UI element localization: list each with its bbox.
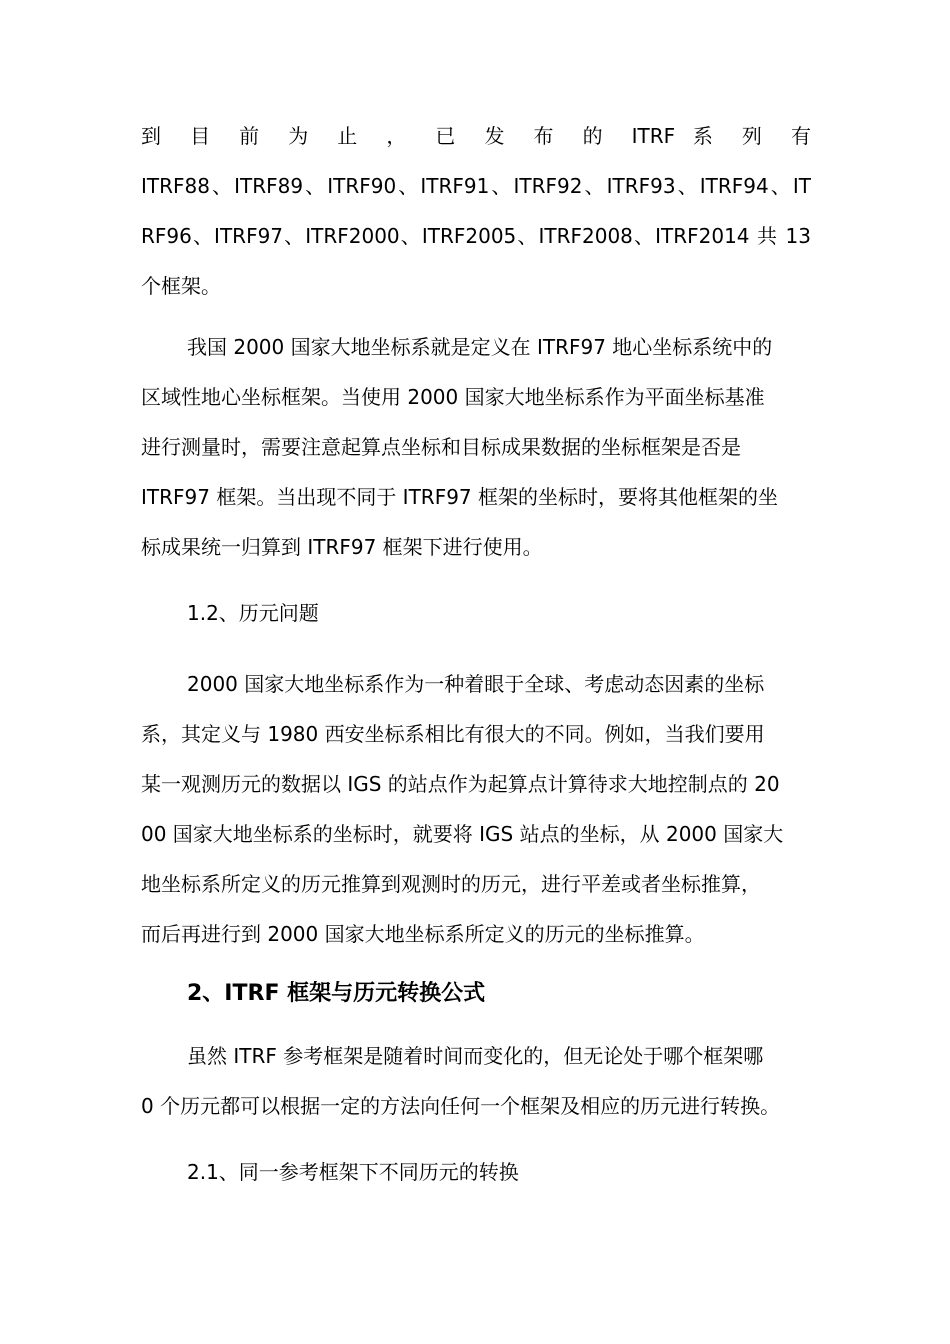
paragraph-2-line-1: 我国 2000 国家大地坐标系就是定义在 ITRF97 地心坐标系统中的	[187, 335, 773, 359]
section-2-heading: 2、ITRF 框架与历元转换公式	[187, 981, 486, 1006]
paragraph-1-line-2: ITRF88、ITRF89、ITRF90、ITRF91、ITRF92、ITRF93、ITRF94、IT	[141, 174, 811, 198]
paragraph-3-line-6: 而后再进行到 2000 国家大地坐标系所定义的历元的坐标推算。	[141, 922, 705, 946]
paragraph-1-line-1: 到 目 前 为 止 ， 已 发 布 的 ITRF 系 列 有	[141, 124, 811, 148]
paragraph-2-line-4: ITRF97 框架。当出现不同于 ITRF97 框架的坐标时，要将其他框架的坐	[141, 485, 779, 509]
paragraph-3-line-1: 2000 国家大地坐标系作为一种着眼于全球、考虑动态因素的坐标	[187, 672, 765, 696]
paragraph-3-line-4: 00 国家大地坐标系的坐标时，就要将 IGS 站点的坐标，从 2000 国家大	[141, 822, 784, 846]
section-1-2-title: 1.2、历元问题	[187, 601, 319, 625]
paragraph-3-line-2: 系，其定义与 1980 西安坐标系相比有很大的不同。例如，当我们要用	[141, 722, 765, 746]
paragraph-2-line-2: 区域性地心坐标框架。当使用 2000 国家大地坐标系作为平面坐标基准	[141, 385, 765, 409]
paragraph-4-line-1: 虽然 ITRF 参考框架是随着时间而变化的，但无论处于哪个框架哪	[187, 1044, 764, 1068]
paragraph-1-line-3: RF96、ITRF97、ITRF2000、ITRF2005、ITRF2008、ITRF2014 共 13	[141, 224, 811, 248]
paragraph-3-line-5: 地坐标系所定义的历元推算到观测时的历元，进行平差或者坐标推算，	[141, 872, 761, 896]
paragraph-2-line-5: 标成果统一归算到 ITRF97 框架下进行使用。	[141, 535, 543, 559]
paragraph-4-line-2: 0 个历元都可以根据一定的方法向任何一个框架及相应的历元进行转换。	[141, 1094, 781, 1118]
section-2-1-title: 2.1、同一参考框架下不同历元的转换	[187, 1160, 519, 1184]
paragraph-2-line-3: 进行测量时，需要注意起算点坐标和目标成果数据的坐标框架是否是	[141, 435, 741, 459]
paragraph-1-line-4: 个框架。	[141, 274, 221, 298]
paragraph-3-line-3: 某一观测历元的数据以 IGS 的站点作为起算点计算待求大地控制点的 20	[141, 772, 780, 796]
